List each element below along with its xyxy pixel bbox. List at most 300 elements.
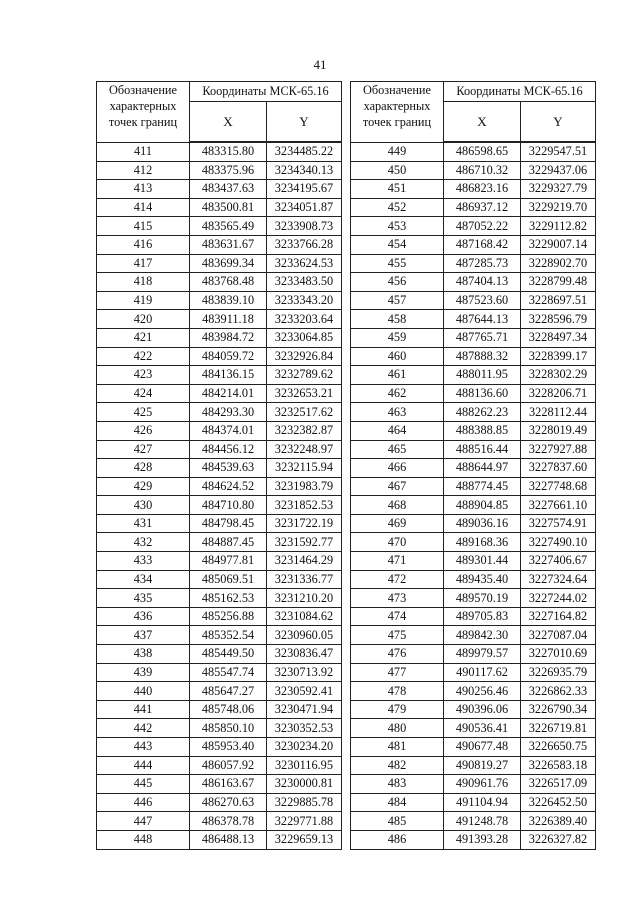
table-row	[97, 514, 342, 533]
x-coordinate-cell: 489705.83	[444, 607, 521, 626]
table-row	[351, 793, 596, 812]
x-coordinate-cell: 484539.63	[190, 459, 267, 478]
table-row	[97, 477, 342, 496]
point-number-cell: 479	[351, 700, 444, 719]
y-coordinate-cell: 3228902.70	[521, 254, 596, 273]
point-number-cell: 471	[351, 552, 444, 571]
point-number-cell: 414	[97, 198, 190, 217]
point-number-cell: 486	[351, 830, 444, 849]
table-row	[351, 291, 596, 310]
table-row	[97, 459, 342, 478]
table-row	[351, 421, 596, 440]
x-coordinate-cell: 483699.34	[190, 254, 267, 273]
table-row	[97, 198, 342, 217]
x-coordinate-cell: 485069.51	[190, 570, 267, 589]
x-coordinate-cell: 490961.76	[444, 775, 521, 794]
x-coordinate-cell: 487888.32	[444, 347, 521, 366]
x-coordinate-cell: 485256.88	[190, 607, 267, 626]
table-row	[351, 440, 596, 459]
x-coordinate-cell: 483437.63	[190, 180, 267, 199]
table-row	[351, 589, 596, 608]
point-number-cell: 459	[351, 328, 444, 347]
x-coordinate-cell: 486163.67	[190, 775, 267, 794]
x-coordinate-cell: 484293.30	[190, 403, 267, 422]
y-coordinate-cell: 3226389.40	[521, 812, 596, 831]
y-coordinate-cell: 3229327.79	[521, 180, 596, 199]
table-row	[97, 366, 342, 385]
y-coordinate-cell: 3229771.88	[267, 812, 342, 831]
x-coordinate-cell: 483768.48	[190, 273, 267, 292]
point-label-header	[351, 82, 444, 143]
x-coordinate-cell: 488774.45	[444, 477, 521, 496]
table-row	[351, 254, 596, 273]
y-coordinate-cell: 3226719.81	[521, 719, 596, 738]
y-coordinate-cell: 3226935.79	[521, 663, 596, 682]
point-number-cell: 413	[97, 180, 190, 199]
table-row	[97, 273, 342, 292]
x-coordinate-cell: 488516.44	[444, 440, 521, 459]
point-number-cell: 433	[97, 552, 190, 571]
x-coordinate-cell: 488644.97	[444, 459, 521, 478]
table-row	[351, 663, 596, 682]
y-coordinate-cell: 3226452.50	[521, 793, 596, 812]
y-coordinate-cell: 3229885.78	[267, 793, 342, 812]
x-coordinate-cell: 490536.41	[444, 719, 521, 738]
y-coordinate-cell: 3230352.53	[267, 719, 342, 738]
x-coordinate-cell: 487052.22	[444, 217, 521, 236]
point-number-cell: 446	[97, 793, 190, 812]
x-coordinate-cell: 483375.96	[190, 161, 267, 180]
x-coordinate-cell: 491104.94	[444, 793, 521, 812]
table-row	[97, 570, 342, 589]
table-row	[351, 645, 596, 664]
table-row	[351, 552, 596, 571]
table-row	[97, 607, 342, 626]
point-number-cell: 422	[97, 347, 190, 366]
y-coordinate-cell: 3231336.77	[267, 570, 342, 589]
point-number-cell: 476	[351, 645, 444, 664]
x-coordinate-cell: 485850.10	[190, 719, 267, 738]
y-coordinate-cell: 3227748.68	[521, 477, 596, 496]
x-coordinate-cell: 486598.65	[444, 142, 521, 161]
table-row	[351, 626, 596, 645]
y-coordinate-cell: 3230000.81	[267, 775, 342, 794]
y-coordinate-cell: 3226517.09	[521, 775, 596, 794]
y-coordinate-cell: 3233203.64	[267, 310, 342, 329]
point-number-cell: 434	[97, 570, 190, 589]
x-coordinate-cell: 490396.06	[444, 700, 521, 719]
point-number-cell: 450	[351, 161, 444, 180]
point-number-cell: 426	[97, 421, 190, 440]
table-row	[351, 700, 596, 719]
table-row	[97, 347, 342, 366]
point-number-cell: 483	[351, 775, 444, 794]
point-label-header	[97, 82, 190, 143]
x-coordinate-cell: 483839.10	[190, 291, 267, 310]
x-coordinate-cell: 484374.01	[190, 421, 267, 440]
x-coordinate-cell: 486270.63	[190, 793, 267, 812]
table-row	[97, 700, 342, 719]
y-coordinate-cell: 3228302.29	[521, 366, 596, 385]
x-coordinate-cell: 490819.27	[444, 756, 521, 775]
coordinates-group-header: Координаты МСК-65.16	[444, 82, 596, 102]
y-coordinate-cell: 3229659.13	[267, 830, 342, 849]
x-coordinate-cell: 490677.48	[444, 738, 521, 757]
point-number-cell: 435	[97, 589, 190, 608]
table-row	[97, 310, 342, 329]
table-row	[97, 682, 342, 701]
y-coordinate-cell: 3228497.34	[521, 328, 596, 347]
y-coordinate-cell: 3233064.85	[267, 328, 342, 347]
x-coordinate-cell: 488136.60	[444, 384, 521, 403]
y-coordinate-cell: 3227010.69	[521, 645, 596, 664]
x-coordinate-cell: 485352.54	[190, 626, 267, 645]
point-number-cell: 440	[97, 682, 190, 701]
table-row	[351, 570, 596, 589]
point-number-cell: 457	[351, 291, 444, 310]
table-row	[351, 459, 596, 478]
point-number-cell: 473	[351, 589, 444, 608]
point-number-cell: 437	[97, 626, 190, 645]
point-number-cell: 466	[351, 459, 444, 478]
point-label-header-line: характерных	[109, 99, 177, 113]
point-number-cell: 443	[97, 738, 190, 757]
y-coordinate-cell: 3229547.51	[521, 142, 596, 161]
point-number-cell: 456	[351, 273, 444, 292]
x-coordinate-cell: 484136.15	[190, 366, 267, 385]
x-coordinate-cell: 484977.81	[190, 552, 267, 571]
point-number-cell: 451	[351, 180, 444, 199]
point-number-cell: 416	[97, 235, 190, 254]
table-row	[351, 682, 596, 701]
point-number-cell: 427	[97, 440, 190, 459]
x-coordinate-cell: 488262.23	[444, 403, 521, 422]
x-coordinate-cell: 487644.13	[444, 310, 521, 329]
table-row	[97, 180, 342, 199]
point-number-cell: 438	[97, 645, 190, 664]
x-coordinate-cell: 489168.36	[444, 533, 521, 552]
x-coordinate-cell: 489570.19	[444, 589, 521, 608]
table-row	[97, 645, 342, 664]
x-coordinate-cell: 488388.85	[444, 421, 521, 440]
point-label-header-line: характерных	[363, 99, 431, 113]
x-coordinate-cell: 486823.16	[444, 180, 521, 199]
y-coordinate-cell: 3232382.87	[267, 421, 342, 440]
y-coordinate-cell: 3231464.29	[267, 552, 342, 571]
y-coordinate-cell: 3228799.48	[521, 273, 596, 292]
x-coordinate-cell: 486057.92	[190, 756, 267, 775]
y-coordinate-cell: 3227661.10	[521, 496, 596, 515]
point-number-cell: 436	[97, 607, 190, 626]
x-coordinate-cell: 486378.78	[190, 812, 267, 831]
y-coordinate-cell: 3229437.06	[521, 161, 596, 180]
point-number-cell: 429	[97, 477, 190, 496]
point-number-cell: 428	[97, 459, 190, 478]
y-coordinate-cell: 3227324.64	[521, 570, 596, 589]
table-row	[351, 607, 596, 626]
table-row	[351, 533, 596, 552]
table-row	[97, 403, 342, 422]
y-coordinate-cell: 3229112.82	[521, 217, 596, 236]
y-coordinate-cell: 3230116.95	[267, 756, 342, 775]
point-number-cell: 449	[351, 142, 444, 161]
table-row	[97, 812, 342, 831]
x-coordinate-cell: 487168.42	[444, 235, 521, 254]
x-coordinate-cell: 484887.45	[190, 533, 267, 552]
point-number-cell: 448	[97, 830, 190, 849]
point-number-cell: 462	[351, 384, 444, 403]
y-coordinate-cell: 3230836.47	[267, 645, 342, 664]
y-coordinate-cell: 3231722.19	[267, 514, 342, 533]
x-coordinate-cell: 486937.12	[444, 198, 521, 217]
x-coordinate-cell: 491393.28	[444, 830, 521, 849]
y-coordinate-cell: 3230471.94	[267, 700, 342, 719]
x-coordinate-cell: 489036.16	[444, 514, 521, 533]
point-number-cell: 482	[351, 756, 444, 775]
point-number-cell: 469	[351, 514, 444, 533]
x-coordinate-cell: 483500.81	[190, 198, 267, 217]
point-number-cell: 411	[97, 142, 190, 161]
point-number-cell: 455	[351, 254, 444, 273]
point-number-cell: 442	[97, 719, 190, 738]
table-row	[351, 161, 596, 180]
x-coordinate-cell: 484456.12	[190, 440, 267, 459]
coordinates-group-header: Координаты МСК-65.16	[190, 82, 342, 102]
table-row	[97, 328, 342, 347]
table-row	[351, 198, 596, 217]
x-coordinate-cell: 484798.45	[190, 514, 267, 533]
y-coordinate-cell: 3234195.67	[267, 180, 342, 199]
table-row	[351, 738, 596, 757]
y-coordinate-cell: 3226862.33	[521, 682, 596, 701]
y-coordinate-cell: 3231210.20	[267, 589, 342, 608]
y-coordinate-cell: 3232517.62	[267, 403, 342, 422]
y-coordinate-cell: 3233624.53	[267, 254, 342, 273]
point-number-cell: 472	[351, 570, 444, 589]
table-row	[351, 403, 596, 422]
point-number-cell: 480	[351, 719, 444, 738]
x-coordinate-cell: 483315.80	[190, 142, 267, 161]
table-row	[351, 719, 596, 738]
table-row	[97, 663, 342, 682]
point-number-cell: 452	[351, 198, 444, 217]
table-body-left	[97, 142, 342, 849]
y-coordinate-cell: 3233483.50	[267, 273, 342, 292]
point-number-cell: 458	[351, 310, 444, 329]
point-label-header-line: Обозначение	[363, 83, 431, 97]
y-coordinate-cell: 3234485.22	[267, 142, 342, 161]
y-coordinate-cell: 3228019.49	[521, 421, 596, 440]
x-coordinate-cell: 484214.01	[190, 384, 267, 403]
table-row	[97, 552, 342, 571]
table-row	[351, 514, 596, 533]
point-number-cell: 453	[351, 217, 444, 236]
x-coordinate-cell: 489842.30	[444, 626, 521, 645]
point-number-cell: 412	[97, 161, 190, 180]
table-row	[97, 719, 342, 738]
y-coordinate-cell: 3227574.91	[521, 514, 596, 533]
x-coordinate-cell: 484059.72	[190, 347, 267, 366]
x-coordinate-cell: 488904.85	[444, 496, 521, 515]
y-coordinate-cell: 3230960.05	[267, 626, 342, 645]
table-row	[97, 738, 342, 757]
x-coordinate-cell: 487765.71	[444, 328, 521, 347]
table-body-right	[351, 142, 596, 849]
y-coordinate-cell: 3229007.14	[521, 235, 596, 254]
point-number-cell: 421	[97, 328, 190, 347]
y-coordinate-cell: 3232115.94	[267, 459, 342, 478]
y-coordinate-cell: 3233343.20	[267, 291, 342, 310]
x-coordinate-cell: 485162.53	[190, 589, 267, 608]
y-coordinate-cell: 3228399.17	[521, 347, 596, 366]
table-row	[97, 793, 342, 812]
y-coordinate-cell: 3226790.34	[521, 700, 596, 719]
point-number-cell: 465	[351, 440, 444, 459]
table-row	[97, 533, 342, 552]
point-number-cell: 463	[351, 403, 444, 422]
y-coordinate-cell: 3231983.79	[267, 477, 342, 496]
y-coordinate-cell: 3234051.87	[267, 198, 342, 217]
point-label-header-line: точек границ	[108, 115, 178, 129]
point-number-cell: 418	[97, 273, 190, 292]
table-row	[97, 142, 342, 161]
point-number-cell: 441	[97, 700, 190, 719]
x-coordinate-cell: 484624.52	[190, 477, 267, 496]
point-label-header-line: точек границ	[362, 115, 432, 129]
point-number-cell: 445	[97, 775, 190, 794]
point-number-cell: 417	[97, 254, 190, 273]
table-row	[97, 830, 342, 849]
table-row	[351, 366, 596, 385]
table-row	[351, 496, 596, 515]
y-coordinate-cell: 3231852.53	[267, 496, 342, 515]
table-row	[97, 235, 342, 254]
x-coordinate-cell: 485647.27	[190, 682, 267, 701]
table-row	[97, 421, 342, 440]
point-number-cell: 447	[97, 812, 190, 831]
y-coordinate-cell: 3228697.51	[521, 291, 596, 310]
y-coordinate-cell: 3232653.21	[267, 384, 342, 403]
x-coordinate-cell: 489979.57	[444, 645, 521, 664]
point-number-cell: 454	[351, 235, 444, 254]
table-row	[351, 328, 596, 347]
y-coordinate-cell: 3230713.92	[267, 663, 342, 682]
coordinates-table-right	[350, 81, 596, 850]
table-row	[97, 626, 342, 645]
table-row	[97, 161, 342, 180]
table-row	[351, 217, 596, 236]
table-row	[97, 291, 342, 310]
x-coordinate-cell: 483565.49	[190, 217, 267, 236]
point-number-cell: 467	[351, 477, 444, 496]
y-coordinate-cell: 3233908.73	[267, 217, 342, 236]
table-row	[97, 440, 342, 459]
table-row	[97, 589, 342, 608]
x-coordinate-cell: 490117.62	[444, 663, 521, 682]
y-coordinate-cell: 3230234.20	[267, 738, 342, 757]
point-number-cell: 419	[97, 291, 190, 310]
table-row	[351, 235, 596, 254]
table-row	[351, 384, 596, 403]
y-column-header: Y	[267, 102, 342, 143]
point-number-cell: 439	[97, 663, 190, 682]
table-row	[97, 254, 342, 273]
y-coordinate-cell: 3226583.18	[521, 756, 596, 775]
table-row	[351, 273, 596, 292]
table-row	[351, 756, 596, 775]
point-number-cell: 424	[97, 384, 190, 403]
point-number-cell: 484	[351, 793, 444, 812]
y-coordinate-cell: 3231084.62	[267, 607, 342, 626]
point-number-cell: 461	[351, 366, 444, 385]
y-coordinate-cell: 3228112.44	[521, 403, 596, 422]
y-coordinate-cell: 3227490.10	[521, 533, 596, 552]
y-coordinate-cell: 3227406.67	[521, 552, 596, 571]
point-number-cell: 423	[97, 366, 190, 385]
table-row	[97, 756, 342, 775]
table-row	[351, 310, 596, 329]
x-coordinate-cell: 487404.13	[444, 273, 521, 292]
y-coordinate-cell: 3231592.77	[267, 533, 342, 552]
point-number-cell: 475	[351, 626, 444, 645]
point-number-cell: 415	[97, 217, 190, 236]
table-row	[351, 812, 596, 831]
table-row	[351, 347, 596, 366]
x-coordinate-cell: 485449.50	[190, 645, 267, 664]
x-coordinate-cell: 487285.73	[444, 254, 521, 273]
y-coordinate-cell: 3227927.88	[521, 440, 596, 459]
x-coordinate-cell: 490256.46	[444, 682, 521, 701]
x-coordinate-cell: 483631.67	[190, 235, 267, 254]
y-coordinate-cell: 3232926.84	[267, 347, 342, 366]
table-row	[351, 775, 596, 794]
table-row	[351, 477, 596, 496]
x-coordinate-cell: 483984.72	[190, 328, 267, 347]
table-row	[97, 775, 342, 794]
x-coordinate-cell: 491248.78	[444, 812, 521, 831]
y-coordinate-cell: 3233766.28	[267, 235, 342, 254]
x-coordinate-cell: 487523.60	[444, 291, 521, 310]
y-coordinate-cell: 3228206.71	[521, 384, 596, 403]
point-number-cell: 431	[97, 514, 190, 533]
table-row	[97, 384, 342, 403]
table-row	[351, 142, 596, 161]
y-coordinate-cell: 3229219.70	[521, 198, 596, 217]
y-column-header: Y	[521, 102, 596, 143]
y-coordinate-cell: 3232248.97	[267, 440, 342, 459]
point-number-cell: 468	[351, 496, 444, 515]
point-number-cell: 420	[97, 310, 190, 329]
point-number-cell: 478	[351, 682, 444, 701]
x-coordinate-cell: 485953.40	[190, 738, 267, 757]
point-number-cell: 425	[97, 403, 190, 422]
x-coordinate-cell: 488011.95	[444, 366, 521, 385]
table-row	[97, 217, 342, 236]
x-coordinate-cell: 485547.74	[190, 663, 267, 682]
x-coordinate-cell: 489301.44	[444, 552, 521, 571]
point-number-cell: 430	[97, 496, 190, 515]
y-coordinate-cell: 3228596.79	[521, 310, 596, 329]
x-coordinate-cell: 489435.40	[444, 570, 521, 589]
y-coordinate-cell: 3232789.62	[267, 366, 342, 385]
point-number-cell: 481	[351, 738, 444, 757]
y-coordinate-cell: 3227087.04	[521, 626, 596, 645]
y-coordinate-cell: 3230592.41	[267, 682, 342, 701]
point-number-cell: 477	[351, 663, 444, 682]
table-row	[351, 830, 596, 849]
y-coordinate-cell: 3226327.82	[521, 830, 596, 849]
point-number-cell: 444	[97, 756, 190, 775]
